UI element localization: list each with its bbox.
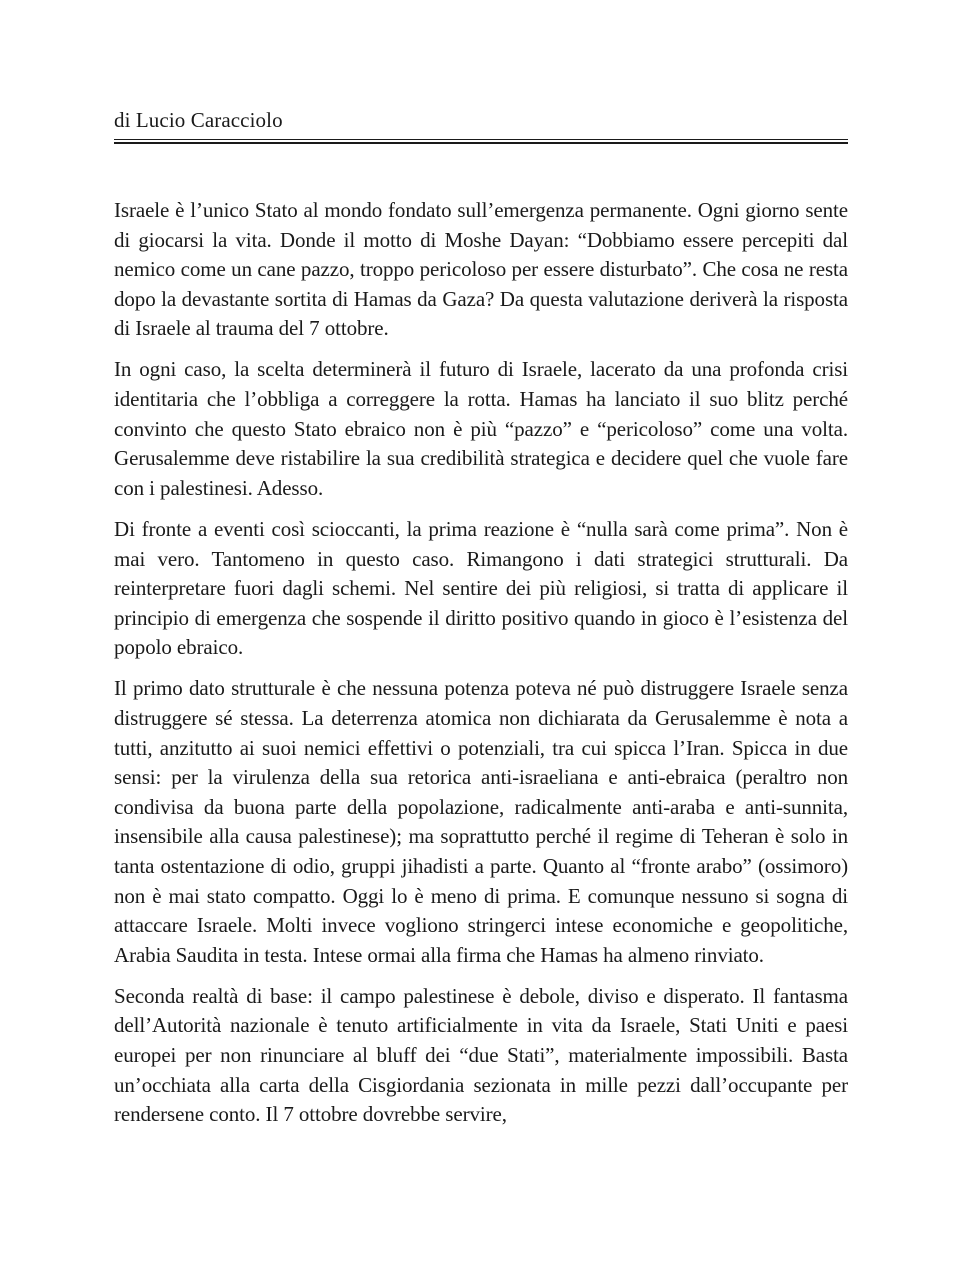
article-body [114, 196, 848, 1141]
paragraph-5: Seconda realtà di base: il campo palestinese è debole, diviso e disperato. Il fantasma dell’Autorità nazionale è tenuto artificialmente in vita da Israele, Stati Uniti e paesi europei per non rinunciare al bluff dei “due Stati”, materialmente impossibili. Basta un’occhiata alla carta della Cisgiordania sezionata in mille pezzi dall’occupante per rendersene conto. Il 7 ottobre dovrebbe servire, [114, 983, 848, 1127]
paragraph-1: Israele è l’unico Stato al mondo fondato sull’emergenza permanente. Ogni giorno sente di giocarsi la vita. Donde il motto di Moshe Dayan: “Dobbiamo essere percepiti dal nemico come un cane pazzo, troppo pericoloso per essere disturbato”. Che cosa ne resta dopo la devastante sortita di Hamas da Gaza? Da questa valutazione deriverà la risposta di Israele al trauma del 7 ottobre. [114, 198, 848, 341]
paragraph-3: Di fronte a eventi così scioccanti, la prima reazione è “nulla sarà come prima”. Non è mai vero. Tantomeno in questo caso. Rimangono i dati strategici strutturali. Da reinterpretare fuori dagli schemi. Nel sentire dei più religiosi, si tratta di applicare il principio di emergenza che sospende il diritto positivo quando in gioco è l’esistenza del popolo ebraico. [114, 516, 848, 660]
paragraph-4: Il primo dato strutturale è che nessuna potenza poteva né può distruggere Israele senza distruggere sé stessa. La deterrenza atomica non dichiarata da Gerusalemme è nota a tutti, anzitutto ai suoi nemici effettivi o potenziali, tra cui spicca l’Iran. Spicca in due sensi: per la virulenza della sua retorica anti-israeliana e anti-ebraica (peraltro non condivisa da buona parte della popolazione, radicalmente anti-araba e anti-sunnita, insensibile alla causa palestinese); ma soprattutto perché il regime di Teheran è solo in tanta ostentazione di odio, gruppi jihadisti a parte. Quanto al “fronte arabo” (ossimoro) non è mai stato compatto. Oggi lo è meno di prima. E comunque nessuno si sogna di attaccare Israele. Molti invece vogliono stringerci intese economiche e geopolitiche, Arabia Saudita in testa. Intese ormai alla firma che Hamas ha almeno rinviato. [114, 676, 848, 967]
header-divider [114, 139, 848, 144]
paragraph-2: In ogni caso, la scelta determinerà il futuro di Israele, lacerato da una profonda crisi identitaria che l’obbliga a correggere la rotta. Hamas ha lanciato il suo blitz perché convinto che questo Stato ebraico non è più “pazzo” e “pericoloso” come una volta. Gerusalemme deve ristabilire la sua credibilità strategica e decidere quel che vuole fare con i palestinesi. Adesso. [114, 357, 848, 500]
author-byline: di Lucio Caracciolo [114, 108, 283, 132]
